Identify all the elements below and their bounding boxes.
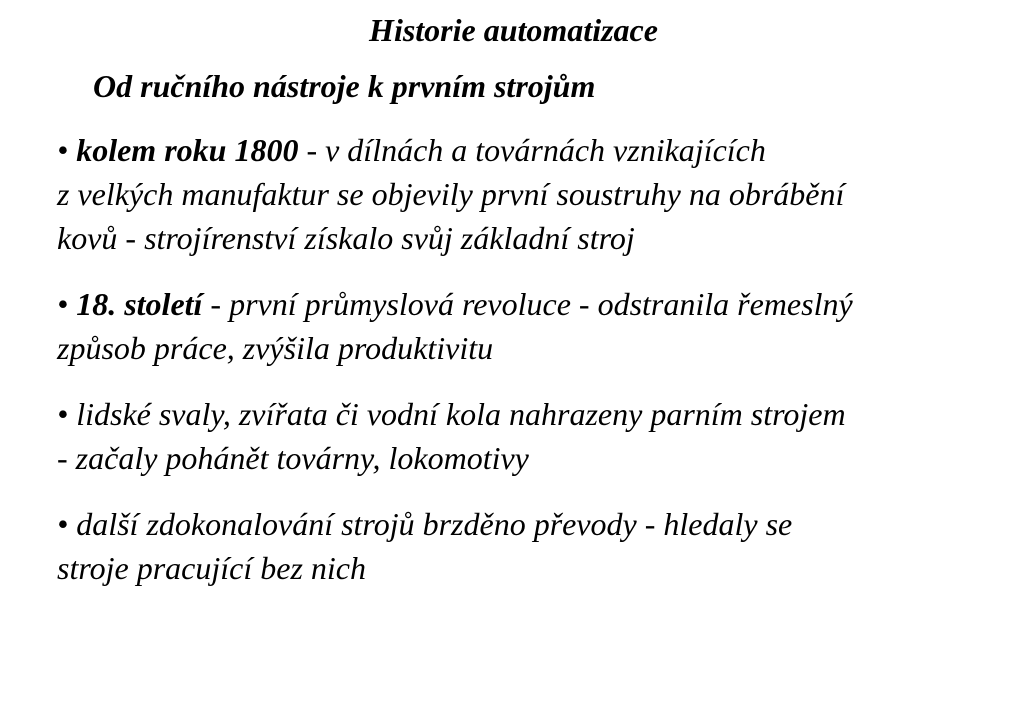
bullet-marker: • xyxy=(57,132,69,168)
bullet-text: - první průmyslová revoluce - odstranila řemeslný xyxy=(202,286,853,322)
bullet-line xyxy=(57,502,997,546)
bullet-lead: kolem roku 1800 xyxy=(76,132,299,168)
bullet-text: lidské svaly, zvířata či vodní kola nahrazeny parním strojem xyxy=(68,396,846,432)
bullet-line: kovů - strojírenství získalo svůj základní stroj xyxy=(57,220,635,256)
bullet-line xyxy=(57,128,997,172)
bullet-text: další zdokonalování strojů brzděno převody - hledaly se xyxy=(68,506,793,542)
bullet-marker: • xyxy=(57,506,69,542)
bullet-list xyxy=(57,128,997,612)
bullet-marker: • xyxy=(57,396,69,432)
bullet-marker: • xyxy=(57,286,69,322)
bullet-lead: 18. století xyxy=(76,286,203,322)
bullet-line: z velkých manufaktur se objevily první soustruhy na obrábění xyxy=(57,176,845,212)
bullet-line xyxy=(57,392,997,436)
bullet-line xyxy=(57,282,997,326)
bullet-item-steam-engine xyxy=(57,392,997,480)
slide-title: Historie automatizace xyxy=(369,12,658,48)
bullet-line: - začaly pohánět továrny, lokomotivy xyxy=(57,440,529,476)
bullet-line: stroje pracující bez nich xyxy=(57,550,366,586)
bullet-line: způsob práce, zvýšila produktivitu xyxy=(57,330,494,366)
bullet-item-transmissions xyxy=(57,502,997,590)
bullet-item-18-century xyxy=(57,282,997,370)
bullet-item-1800 xyxy=(57,128,997,260)
slide-subtitle: Od ručního nástroje k prvním strojům xyxy=(93,68,596,104)
bullet-text: - v dílnách a továrnách vznikajících xyxy=(298,132,766,168)
